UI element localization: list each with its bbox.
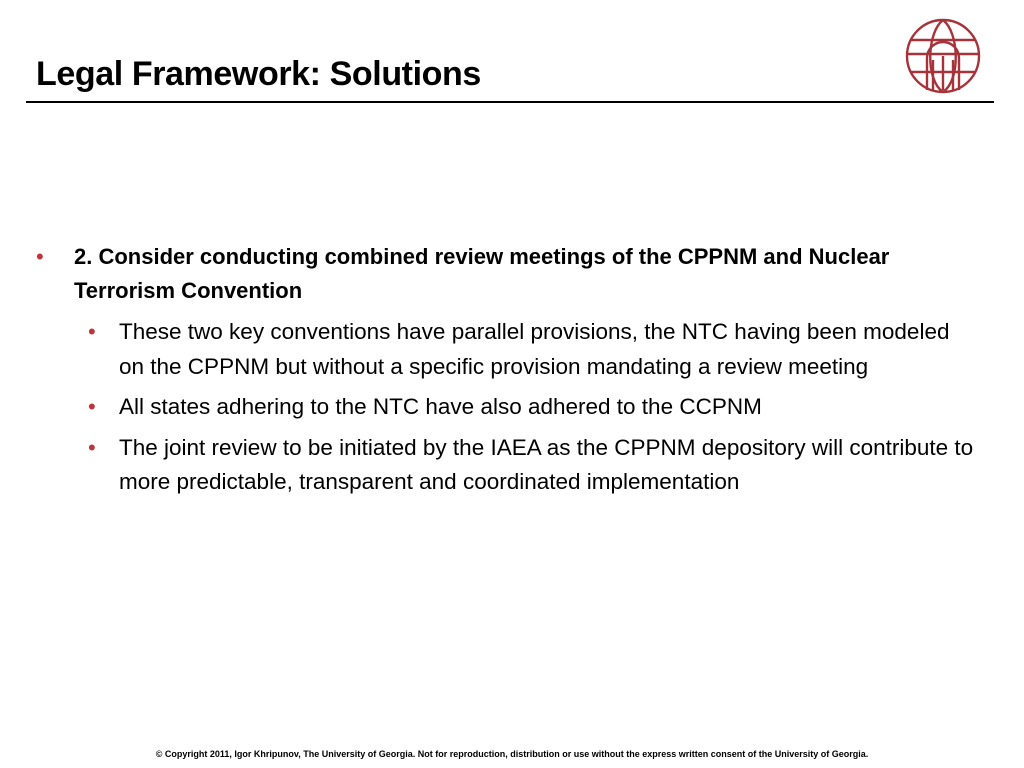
bullet-text: 2. Consider conducting combined review meetings of the CPPNM and Nuclear Terrorism Convention <box>74 244 890 303</box>
bullet-marker: • <box>88 394 96 419</box>
bullet-list <box>0 240 1024 500</box>
bullet-marker: • <box>88 319 96 344</box>
sub-bullet-item <box>0 315 979 384</box>
globe-arch-logo-icon <box>903 16 983 96</box>
bullet-marker: • <box>36 244 44 269</box>
bullet-marker: • <box>88 434 96 460</box>
sub-bullet-text: The joint review to be initiated by the IAEA as the CPPNM depository will contribute to more predictable, transparent and coordinated implementation <box>119 434 974 494</box>
copyright-footer: © Copyright 2011, Igor Khripunov, The University of Georgia. Not for reproduction, distribution or use without the express written consent of the University of Georgia. <box>155 749 869 759</box>
slide-title: Legal Framework: Solutions <box>36 55 481 93</box>
sub-bullet-text: These two key conventions have parallel provisions, the NTC having been modeled on the CPPNM but without a specific provision mandating a review meeting <box>119 319 950 379</box>
title-underline <box>26 101 994 103</box>
sub-bullet-item <box>0 431 979 500</box>
sub-bullet-text: All states adhering to the NTC have also adhered to the CCPNM <box>119 394 762 419</box>
bullet-item-main <box>0 240 934 308</box>
sub-bullet-item <box>0 390 979 425</box>
